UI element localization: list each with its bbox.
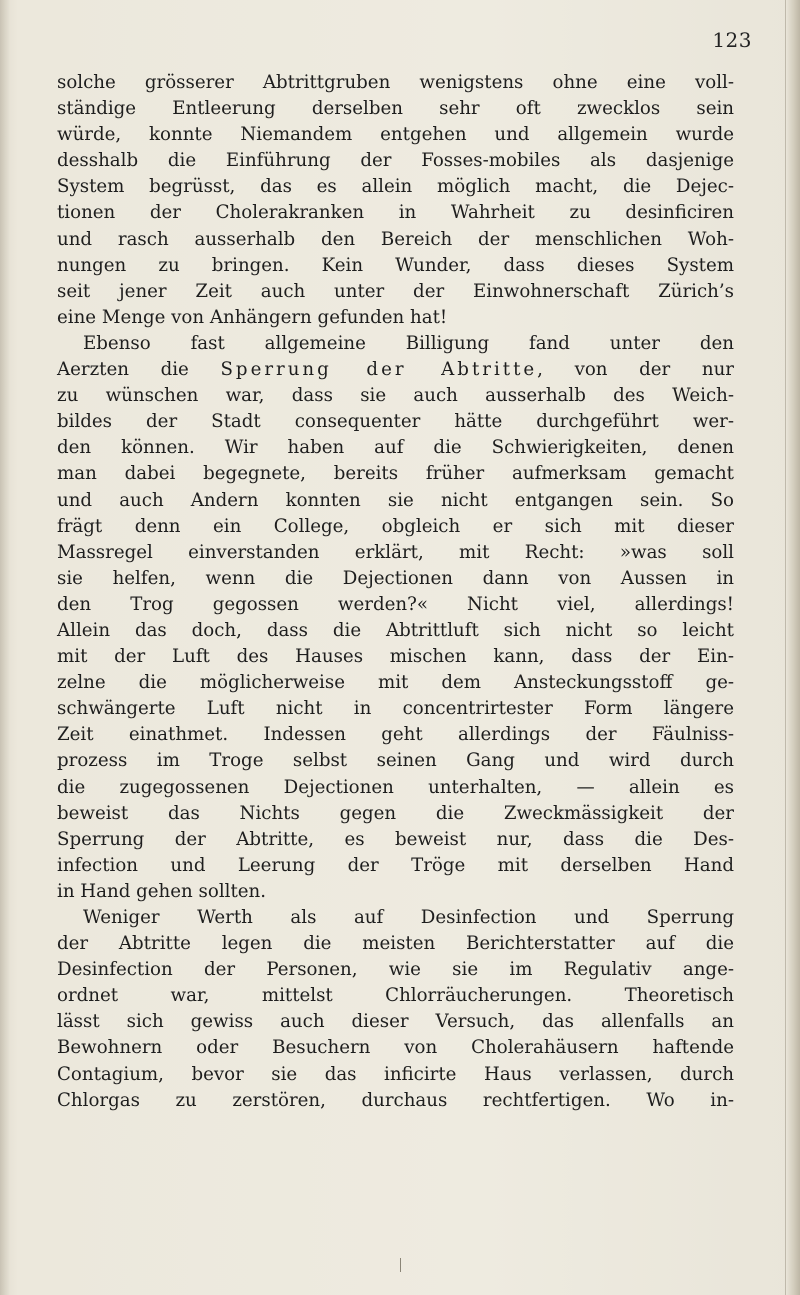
emphasis-spaced-text: Sperrung der Abtritte	[220, 359, 538, 381]
text-line: die zugegossenen Dejectionen unterhalten, — allein es	[57, 776, 734, 798]
paragraph-start-line: Ebenso fast allgemeine Billigung fand unter den	[83, 332, 734, 354]
text-line: lässt sich gewiss auch dieser Versuch, das allenfalls an	[57, 1011, 734, 1033]
text-line: Contagium, bevor sie das inficirte Haus verlassen, durch	[57, 1063, 734, 1085]
text-line: ordnet war, mittelst Chlorräucherungen. Theoretisch	[57, 985, 734, 1007]
text-line: mit der Luft des Hauses mischen kann, dass der Ein-	[57, 646, 734, 668]
text-line: Zeit einathmet. Indessen geht allerdings der Fäulniss-	[57, 724, 734, 746]
text-line: sie helfen, wenn die Dejectionen dann von Aussen in	[57, 567, 734, 589]
text-line: bildes der Stadt consequenter hätte durchgeführt wer-	[57, 411, 734, 433]
text-line: der Abtritte legen die meisten Berichterstatter auf die	[57, 933, 734, 955]
text-line: Massregel einverstanden erklärt, mit Recht: »was soll	[57, 541, 734, 563]
page-fold-line	[785, 0, 786, 1295]
text-line: seit jener Zeit auch unter der Einwohnerschaft Zürich’s	[57, 280, 734, 302]
text-line: Chlorgas zu zerstören, durchaus rechtfertigen. Wo in-	[57, 1089, 734, 1111]
page-right-edge	[786, 0, 800, 1295]
text-line: Desinfection der Personen, wie sie im Regulativ ange-	[57, 959, 734, 981]
text-line-with-spaced-emphasis	[57, 357, 734, 383]
text-line: Allein das doch, dass die Abtrittluft sich nicht so leicht	[57, 619, 734, 641]
text-line: würde, konnte Niemandem entgehen und allgemein wurde	[57, 124, 734, 146]
print-mark	[400, 1258, 401, 1272]
line-segment: , von der nur	[537, 359, 735, 381]
text-line: beweist das Nichts gegen die Zweckmässigkeit der	[57, 802, 734, 824]
body-text	[57, 70, 734, 1114]
text-line: Sperrung der Abtritte, es beweist nur, dass die Des-	[57, 828, 734, 850]
text-line: desshalb die Einführung der Fosses-mobiles als dasjenige	[57, 150, 734, 172]
text-line: den können. Wir haben auf die Schwierigkeiten, denen	[57, 437, 734, 459]
paragraph-end-line: in Hand gehen sollten.	[57, 880, 267, 902]
text-line: zu wünschen war, dass sie auch ausserhalb des Weich-	[57, 385, 734, 407]
text-line: zelne die möglicherweise mit dem Ansteckungsstoff ge-	[57, 672, 734, 694]
text-line: infection und Leerung der Tröge mit derselben Hand	[57, 854, 734, 876]
text-line: den Trog gegossen werden?« Nicht viel, allerdings!	[57, 593, 734, 615]
text-line: und auch Andern konnten sie nicht entgangen sein. So	[57, 489, 734, 511]
text-line: solche grösserer Abtrittgruben wenigstens ohne eine voll-	[57, 72, 734, 93]
text-line: ständige Entleerung derselben sehr oft zwecklos sein	[57, 98, 734, 120]
text-line: nungen zu bringen. Kein Wunder, dass dieses System	[57, 254, 734, 276]
line-segment: Aerzten die	[57, 359, 221, 381]
page-number: 123	[712, 28, 752, 52]
text-line: System begrüsst, das es allein möglich macht, die Dejec-	[57, 176, 734, 198]
text-line: prozess im Troge selbst seinen Gang und wird durch	[57, 750, 734, 772]
text-line: Bewohnern oder Besuchern von Cholerahäusern haftende	[57, 1037, 734, 1059]
text-line: tionen der Cholerakranken in Wahrheit zu desinficiren	[57, 202, 734, 224]
text-line: man dabei begegnete, bereits früher aufmerksam gemacht	[57, 463, 734, 485]
paragraph-end-line: eine Menge von Anhängern gefunden hat!	[57, 306, 448, 328]
text-line: schwängerte Luft nicht in concentrirtester Form längere	[57, 698, 734, 720]
paragraph-start-line: Weniger Werth als auf Desinfection und Sperrung	[83, 907, 734, 928]
text-line: und rasch ausserhalb den Bereich der menschlichen Woh-	[57, 228, 734, 250]
text-line: frägt denn ein College, obgleich er sich mit dieser	[57, 515, 734, 537]
page-left-edge	[0, 0, 10, 1295]
